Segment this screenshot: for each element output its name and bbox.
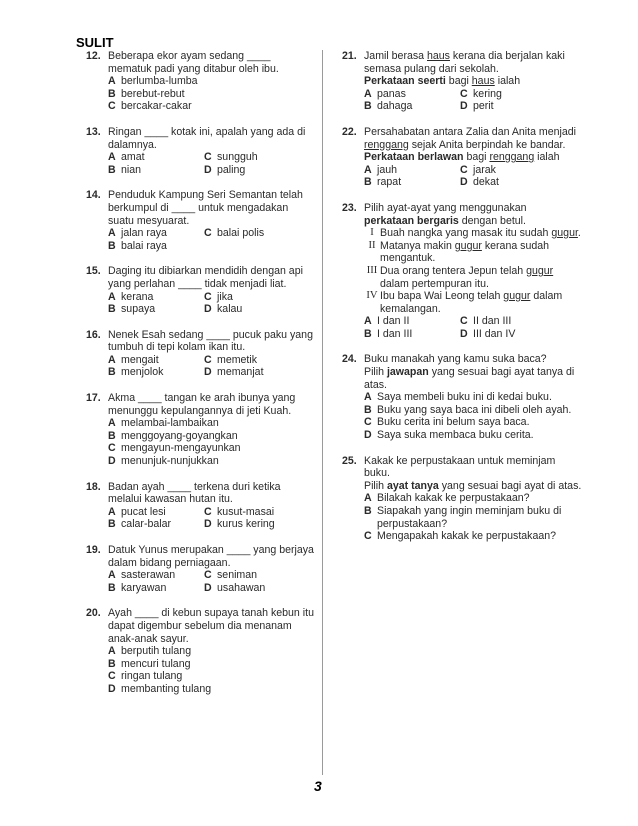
option	[204, 303, 314, 316]
option-letter: B	[364, 505, 372, 517]
option-letter: B	[364, 100, 372, 113]
option-letter: C	[108, 100, 116, 113]
option	[460, 164, 582, 177]
option-letter: B	[108, 239, 116, 252]
question-instruction: perkataan bergaris dengan betul.	[364, 214, 526, 227]
option	[364, 164, 460, 177]
question-text: Kakak ke perpustakaan untuk meminjam buku.	[364, 454, 556, 480]
option	[364, 416, 582, 429]
option	[204, 354, 314, 367]
question-text: Badan ayah ____ terkena duri ketika melalui kawasan hutan itu.	[108, 480, 281, 506]
question-instruction: Pilih ayat tanya yang sesuai bagi ayat di atas.	[364, 479, 582, 492]
option-text: nian	[121, 163, 142, 176]
option-letter: D	[204, 581, 212, 594]
statement: II Matanya makin gugur kerana sudah mengantuk.	[368, 239, 550, 265]
option	[460, 315, 582, 328]
question-text: Penduduk Kampung Seri Semantan telah berkumpul di ____ untuk mengadakan suatu mesyuarat.	[108, 189, 303, 227]
question-number: 18.	[86, 480, 101, 493]
option-letter: D	[204, 163, 212, 176]
question-text: Daging itu dibiarkan mendidih dengan api yang perlahan ____ tidak menjadi liat.	[108, 265, 303, 290]
question-number: 13.	[86, 125, 101, 138]
right-column	[342, 50, 582, 556]
option-letter: C	[204, 227, 212, 240]
question-number: 17.	[86, 392, 101, 405]
option	[108, 658, 314, 671]
option-text: sasterawan	[121, 569, 176, 582]
option-text: kurus kering	[217, 518, 275, 531]
option-letter: B	[108, 366, 116, 379]
question-number: 24.	[342, 353, 357, 366]
question-text: Jamil berasa haus kerana dia berjalan kaki semasa pulang dari sekolah.	[364, 50, 565, 75]
option	[204, 227, 314, 240]
option-text: Buku yang saya baca ini dibeli oleh ayah.	[377, 403, 572, 416]
option	[108, 417, 314, 430]
option-text: jalan raya	[121, 227, 167, 240]
option	[108, 240, 204, 253]
option	[364, 328, 460, 341]
option-letter: A	[364, 163, 372, 176]
question-number: 25.	[342, 454, 357, 467]
option	[108, 518, 204, 531]
option	[364, 492, 582, 505]
option-letter: A	[108, 569, 116, 582]
question-22	[342, 126, 582, 189]
question-12	[86, 50, 314, 113]
question-14	[86, 189, 314, 252]
option-letter: A	[108, 645, 116, 658]
option	[108, 430, 314, 443]
option-text: memanjat	[217, 366, 264, 379]
option-letter: D	[108, 682, 116, 695]
statement: III Dua orang tentera Jepun telah gugur dalam pertempuran itu.	[366, 264, 554, 290]
option-text: II dan III	[473, 315, 512, 328]
option	[108, 164, 204, 177]
option	[364, 176, 460, 189]
option-text: Bilakah kakak ke perpustakaan?	[377, 492, 530, 505]
option-letter: D	[460, 176, 468, 189]
option-text: pucat lesi	[121, 505, 166, 518]
option-letter: B	[364, 176, 372, 189]
option-text: perit	[473, 100, 494, 113]
option-letter: B	[108, 429, 116, 442]
option-letter: B	[108, 657, 116, 670]
statement: IV Ibu bapa Wai Leong telah gugur dalam kemalangan.	[366, 290, 563, 315]
option	[204, 164, 314, 177]
option	[108, 569, 204, 582]
option	[108, 506, 204, 519]
statement-list	[364, 227, 582, 315]
statement: I Buah nangka yang masak itu sudah gugur.	[370, 227, 581, 240]
left-column	[86, 50, 314, 709]
option-text: paling	[217, 163, 246, 176]
option	[364, 530, 582, 543]
question-text: Beberapa ekor ayam sedang ____ mematuk padi yang ditabur oleh ibu.	[108, 50, 279, 75]
option-text: Saya membeli buku ini di kedai buku.	[377, 391, 552, 404]
question-16	[86, 329, 314, 379]
option	[108, 366, 204, 379]
question-text: Nenek Esah sedang ____ pucuk paku yang tumbuh di tepi kolam ikan itu.	[108, 328, 313, 354]
option-letter: C	[364, 416, 372, 429]
option-text: Saya suka membaca buku cerita.	[377, 429, 534, 442]
option	[204, 506, 314, 519]
option-text: bercakar-cakar	[121, 100, 192, 113]
option-text: Mengapakah kakak ke perpustakaan?	[377, 530, 557, 543]
question-19	[86, 544, 314, 594]
column-divider	[322, 50, 323, 775]
question-text: Persahabatan antara Zalia dan Anita menjadi renggang sejak Anita berpindah ke bandar.	[364, 125, 577, 151]
option-letter: B	[108, 518, 116, 531]
option	[460, 176, 582, 189]
option-letter: A	[108, 290, 116, 303]
option-text: membanting tulang	[121, 682, 212, 695]
question-text: Akma ____ tangan ke arah ibunya yang menunggu kepulangannya di jeti Kuah.	[108, 392, 296, 417]
option	[460, 100, 582, 113]
option-letter: B	[108, 303, 116, 316]
option	[364, 505, 582, 530]
option-letter: C	[460, 315, 468, 328]
header-label: SULIT	[76, 35, 114, 50]
question-number: 23.	[342, 201, 357, 214]
option-letter: C	[364, 530, 372, 543]
option	[108, 88, 314, 101]
question-number: 16.	[86, 328, 101, 341]
option-text: mengayun-mengayunkan	[121, 442, 241, 455]
option	[364, 88, 460, 101]
option-letter: C	[204, 505, 212, 518]
question-21	[342, 50, 582, 113]
option-text: mencuri tulang	[121, 657, 191, 670]
option-letter: A	[364, 391, 372, 404]
option-text: III dan IV	[473, 327, 516, 340]
option-text: berebut-rebut	[121, 87, 185, 100]
option-text: karyawan	[121, 581, 167, 594]
option	[108, 303, 204, 316]
option	[204, 366, 314, 379]
option-text: melambai-lambaikan	[121, 417, 219, 430]
option-text: panas	[377, 87, 406, 100]
option	[108, 582, 204, 595]
option-text: balai polis	[217, 227, 265, 240]
question-text: Ringan ____ kotak ini, apalah yang ada di dalamnya.	[108, 125, 306, 151]
option	[108, 75, 314, 88]
question-instruction: Perkataan berlawan bagi renggang ialah	[364, 151, 560, 164]
question-24	[342, 353, 582, 441]
option	[460, 328, 582, 341]
question-25	[342, 455, 582, 543]
option-text: menunjuk-nunjukkan	[121, 455, 219, 468]
option-text: kering	[473, 87, 502, 100]
option-letter: C	[460, 163, 468, 176]
option-letter: A	[364, 492, 372, 505]
option-text: kalau	[217, 303, 243, 316]
option	[364, 429, 582, 442]
option-text: mengait	[121, 353, 159, 366]
option	[364, 391, 582, 404]
option	[108, 670, 314, 683]
question-number: 22.	[342, 125, 357, 138]
question-text: Buku manakah yang kamu suka baca?	[364, 353, 547, 366]
option-letter: A	[108, 75, 116, 88]
page-number: 3	[314, 778, 322, 794]
question-instruction: Perkataan seerti bagi haus ialah	[364, 75, 521, 88]
option-letter: C	[204, 569, 212, 582]
question-20	[86, 607, 314, 695]
option-text: ringan tulang	[121, 670, 183, 683]
option-text: jika	[217, 290, 233, 303]
question-number: 20.	[86, 607, 101, 620]
option	[364, 404, 582, 417]
option-letter: C	[204, 353, 212, 366]
option-letter: B	[108, 87, 116, 100]
question-number: 19.	[86, 544, 101, 556]
option	[108, 151, 204, 164]
option	[364, 100, 460, 113]
question-instruction: Pilih jawapan yang sesuai bagi ayat tanya di atas.	[364, 366, 575, 391]
option-letter: C	[108, 442, 116, 455]
option-text: supaya	[121, 303, 156, 316]
option	[204, 291, 314, 304]
option-letter: A	[108, 227, 116, 240]
option	[204, 518, 314, 531]
option-letter: B	[108, 581, 116, 594]
option-letter: C	[204, 290, 212, 303]
option-text: seniman	[217, 569, 258, 582]
option-letter: C	[460, 87, 468, 100]
question-13	[86, 126, 314, 176]
option-text: usahawan	[217, 581, 266, 594]
option	[108, 100, 314, 113]
option-letter: A	[108, 417, 116, 430]
option-letter: B	[364, 403, 372, 416]
option	[108, 227, 204, 240]
option	[108, 291, 204, 304]
option-text: sungguh	[217, 151, 258, 164]
option-text: kusut-masai	[217, 505, 275, 518]
option-text: Siapakah yang ingin meminjam buku di perpustakaan?	[377, 505, 562, 530]
option-letter: A	[364, 315, 372, 328]
question-number: 21.	[342, 50, 357, 62]
option	[204, 582, 314, 595]
question-17	[86, 392, 314, 468]
option-text: kerana	[121, 290, 154, 303]
option-text: dahaga	[377, 100, 413, 113]
option-text: menggoyang-goyangkan	[121, 429, 238, 442]
question-number: 15.	[86, 265, 101, 278]
question-15	[86, 265, 314, 315]
option-text: memetik	[217, 353, 258, 366]
option	[108, 354, 204, 367]
option-text: calar-balar	[121, 518, 172, 531]
option-text: jarak	[473, 163, 496, 176]
option-text: I dan III	[377, 327, 413, 340]
option	[108, 683, 314, 696]
option	[108, 455, 314, 468]
option-text: balai raya	[121, 239, 167, 252]
option-text: Buku cerita ini belum saya baca.	[377, 416, 530, 429]
option-letter: D	[204, 366, 212, 379]
option-letter: D	[204, 518, 212, 531]
option	[364, 315, 460, 328]
option-letter: C	[108, 670, 116, 683]
option-letter: D	[108, 455, 116, 468]
question-text: Ayah ____ di kebun supaya tanah kebun itu dapat digembur sebelum dia menanam anak-anak sayur.	[108, 607, 314, 645]
option	[108, 645, 314, 658]
option	[204, 151, 314, 164]
question-text: Datuk Yunus merupakan ____ yang berjaya dalam bidang perniagaan.	[108, 544, 314, 569]
option-text: rapat	[377, 176, 402, 189]
question-number: 14.	[86, 189, 101, 202]
option-text: I dan II	[377, 315, 410, 328]
option-letter: A	[364, 87, 372, 100]
option-text: jauh	[377, 163, 398, 176]
option	[108, 442, 314, 455]
question-18	[86, 481, 314, 531]
option-letter: D	[460, 327, 468, 340]
option-letter: C	[204, 151, 212, 164]
option-letter: B	[108, 163, 116, 176]
option-text: berputih tulang	[121, 645, 192, 658]
option-letter: A	[108, 353, 116, 366]
option-text: dekat	[473, 176, 499, 189]
option-letter: D	[460, 100, 468, 113]
question-text: Pilih ayat-ayat yang menggunakan	[364, 201, 527, 214]
option-letter: B	[364, 327, 372, 340]
option-letter: A	[108, 151, 116, 164]
option-text: amat	[121, 151, 145, 164]
option-text: menjolok	[121, 366, 164, 379]
option-letter: D	[204, 303, 212, 316]
option-text: berlumba-lumba	[121, 75, 198, 88]
option	[204, 569, 314, 582]
question-23	[342, 202, 582, 341]
question-number: 12.	[86, 50, 101, 62]
option	[460, 88, 582, 101]
option-letter: D	[364, 429, 372, 442]
option-letter: A	[108, 505, 116, 518]
